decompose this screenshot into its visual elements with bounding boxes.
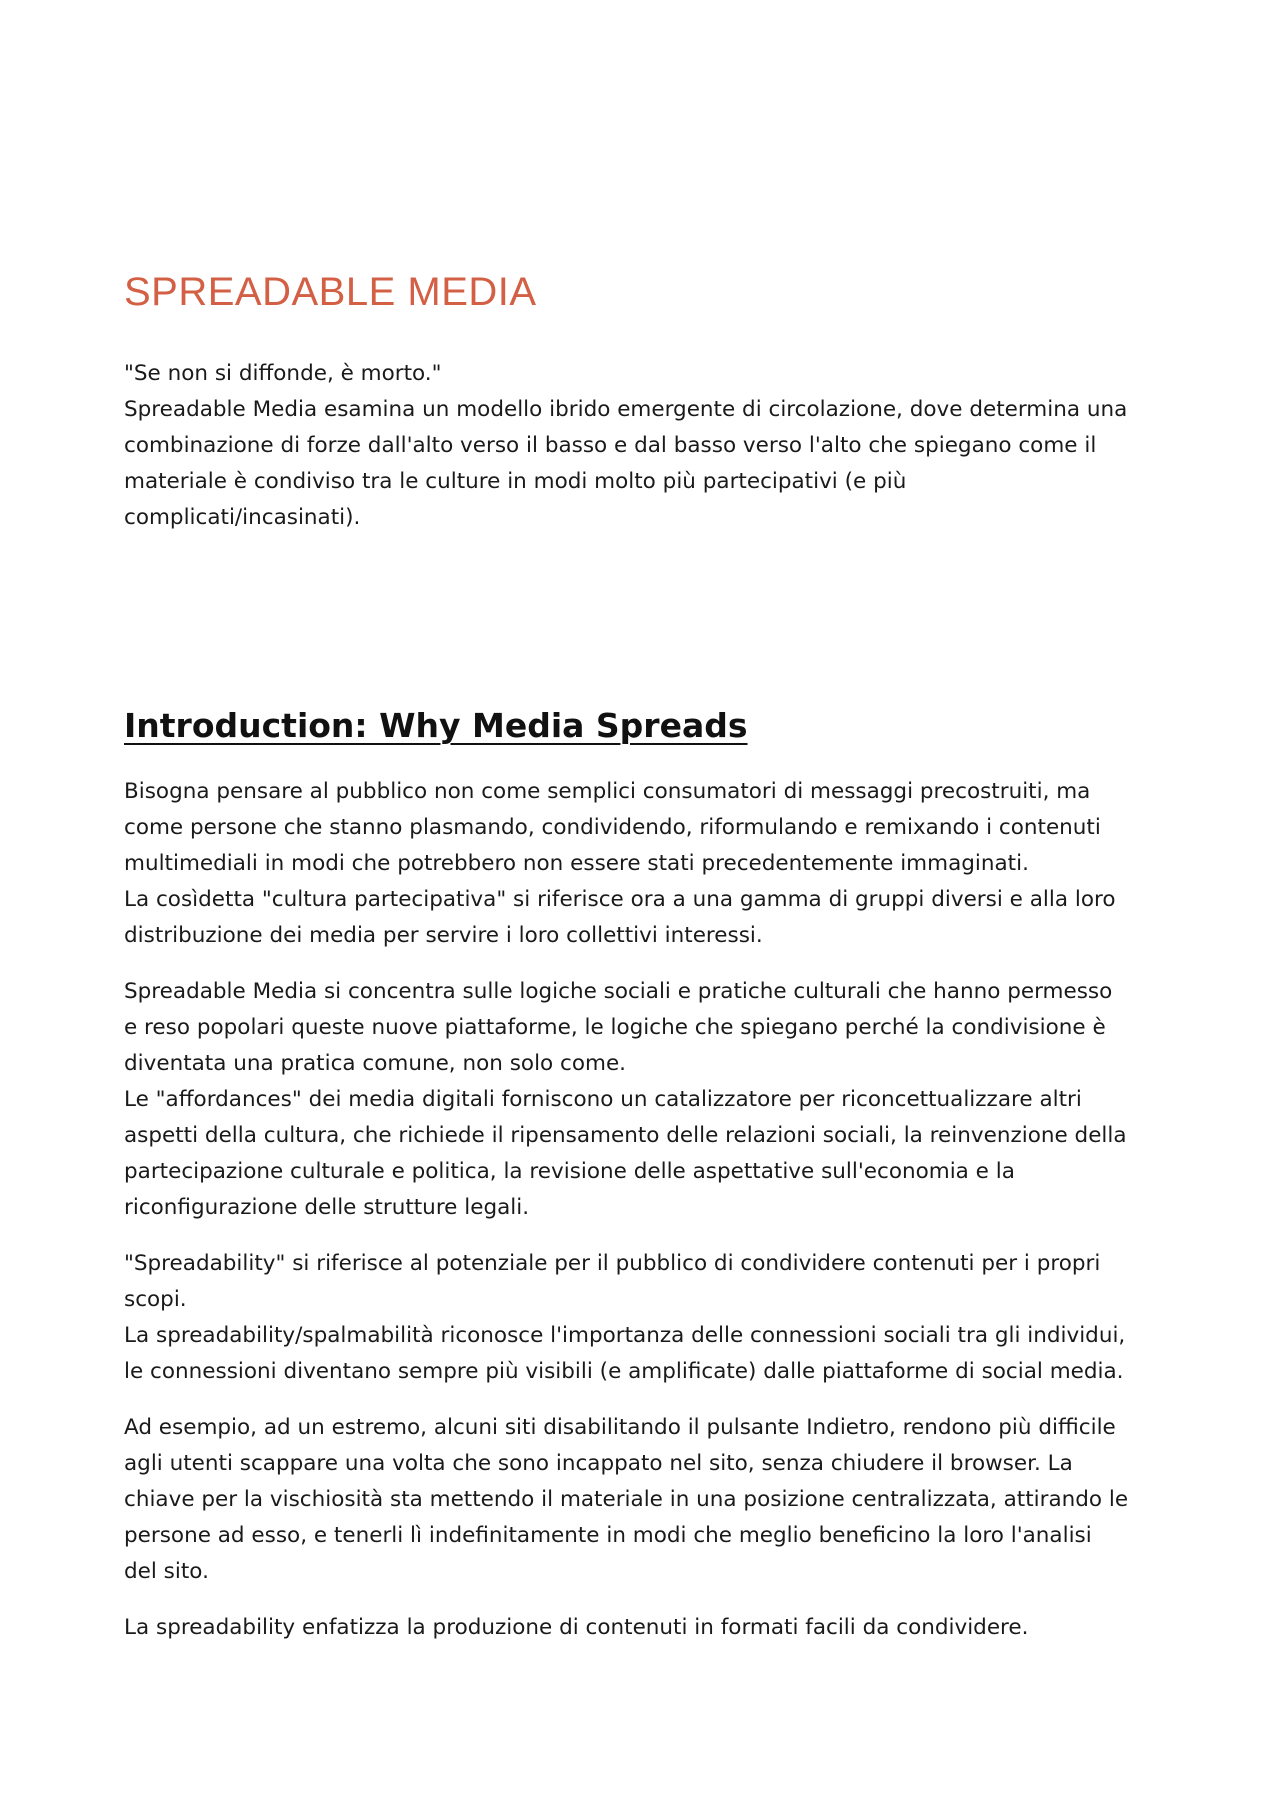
paragraph-line: Spreadable Media si concentra sulle logiche sociali e pratiche culturali che hanno permesso e reso popolari queste nuove piattaforme, le logiche che spiegano perché la condivisione è diventata una pratica comune, non solo come. — [124, 979, 1113, 1076]
paragraph-2 — [124, 974, 1130, 1226]
intro-summary: Spreadable Media esamina un modello ibrido emergente di circolazione, dove determina una combinazione di forze dall'alto verso il basso e dal basso verso l'alto che spiegano come il materiale è condiviso tra le culture in modi molto più partecipativi (e più complicati/incasinati). — [124, 397, 1128, 530]
document-title: SPREADABLE MEDIA — [124, 270, 537, 314]
paragraph-line: Bisogna pensare al pubblico non come semplici consumatori di messaggi precostruiti, ma come persone che stanno plasmando, condividendo, riformulando e remixando i contenuti multimediali in modi che potrebbero non essere stati precedentemente immaginati. — [124, 779, 1101, 876]
intro-block — [124, 356, 1130, 536]
paragraph-5 — [124, 1610, 1130, 1646]
section-body — [124, 774, 1130, 1646]
intro-quote: "Se non si diffonde, è morto." — [124, 361, 442, 386]
paragraph-line: La spreadability/spalmabilità riconosce l'importanza delle connessioni sociali tra gli individui, le connessioni diventano sempre più visibili (e amplificate) dalle piattaforme di social media. — [124, 1323, 1126, 1384]
paragraph-line: "Spreadability" si riferisce al potenziale per il pubblico di condividere contenuti per i propri scopi. — [124, 1251, 1101, 1312]
paragraph-line: Ad esempio, ad un estremo, alcuni siti disabilitando il pulsante Indietro, rendono più difficile agli utenti scappare una volta che sono incappato nel sito, senza chiudere il browser. La chiave per la vischiosità sta mettendo il materiale in una posizione centralizzata, attirando le persone ad esso, e tenerli lì indefinitamente in modi che meglio beneficino la loro l'analisi del sito. — [124, 1415, 1129, 1584]
paragraph-line: Le "affordances" dei media digitali forniscono un catalizzatore per riconcettualizzare altri aspetti della cultura, che richiede il ripensamento delle relazioni sociali, la reinvenzione della partecipazione culturale e politica, la revisione delle aspettative sull'economia e la riconfigurazione delle strutture legali. — [124, 1087, 1127, 1220]
paragraph-1 — [124, 774, 1130, 954]
paragraph-4 — [124, 1410, 1130, 1590]
paragraph-3 — [124, 1246, 1130, 1390]
paragraph-line: La spreadability enfatizza la produzione di contenuti in formati facili da condividere. — [124, 1615, 1029, 1640]
paragraph-line: La cosìdetta "cultura partecipativa" si riferisce ora a una gamma di gruppi diversi e alla loro distribuzione dei media per servire i loro collettivi interessi. — [124, 887, 1116, 948]
section-heading: Introduction: Why Media Spreads — [124, 706, 748, 745]
